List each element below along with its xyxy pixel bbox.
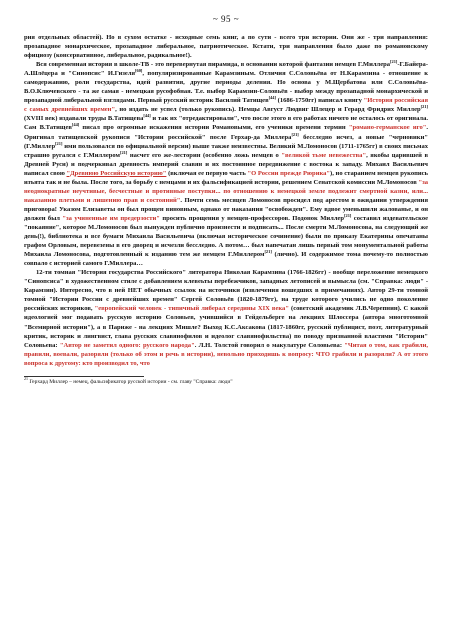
citation-ref: [60] (135, 68, 143, 74)
highlighted-quote-link[interactable]: "О России прежде Рюрика" (247, 169, 331, 177)
footnote-text: Герхард Миллер – немец, фальсификатор русской истории - см. главу "Справка: люди" (28, 378, 233, 385)
text-run: Вся современная история в школе-ТВ - это перевернутая пирамида, в основании которой фантазии немцев Г.Миллера (36, 61, 391, 69)
text-run: (XVIII век) издавали труды В.Татищева (24, 115, 144, 123)
text-run: . Л.Н. Толстой говорил о макулатуре Соловьева: (194, 341, 345, 349)
highlighted-quote-link[interactable]: "европейский человек - типичный либерал середины XIX века" (94, 305, 289, 313)
highlighted-quote-link[interactable]: "Автор не заметил одного: русского народа" (59, 341, 195, 349)
footnote-divider (24, 376, 144, 377)
text-run: рия отдельных областей). Но в сухом остатке - исходные семь книг, а по сути - всего три истории. Они же - три направления: прозападное монархическое, прозападное либеральное, патриотическое. Кстати, три направления было даже по романовскому официозу (консервативное, либеральное, радикальное!). (24, 34, 428, 60)
text-run: -Г.Байера-А.Шлёцера и "Синопсис" И.Гизеля (24, 61, 428, 78)
body-text (24, 33, 428, 368)
text-run: насчет его же-лесторин (особенно ложь немцев о (127, 151, 282, 159)
highlighted-quote-link[interactable]: "романо-германское иго" (348, 124, 427, 132)
highlighted-quote-link[interactable]: "за неоднократные неучтивые, бесчестные и противные поступки... по отношению к немецкой земле подлежит смертной казни, или... наказанию плетьми и лишению прав и состояний" (24, 178, 428, 204)
highlighted-quote-link[interactable]: "История российская с самых древнейших времен" (24, 97, 428, 114)
text-run: ими пользовался по официальной версии) выше также неизвестны. Великий М.Ломоносов (1711-1765гг) в своих письмах страшно ругался с Г.Миллером (24, 142, 428, 159)
paragraph (24, 60, 428, 268)
text-run: писал про огромные искажения истории Романовыми, его ученики времени термин (79, 124, 349, 132)
page-number: ~ 95 ~ (212, 14, 240, 24)
citation-ref: [21] (390, 58, 398, 64)
text-run: (1686-1750гг) написал книгу (275, 97, 364, 105)
paragraph (24, 268, 428, 368)
text-run: бесследно исчез, а новые "черновики" (Г.Миллер (24, 133, 428, 150)
text-run: (включая ее первую часть (166, 169, 248, 177)
text-run: , популяризированные Карамзиным. Отличия С.Соловьёва от Н.Карамзина - отношение к самодержавию, роли государства, идей развития, другие периоды деления. Но основа у М.Щербатова или С.Соловьёва-В.О.Ключевского - та же самая - немецкая русофобная. Т.е. выбор Карамзин-Соловьёв - выбор между прозападной монархической и прозападной либеральной взглядами. Первый русский историк Василий Татищев (24, 70, 429, 105)
text-run: . Оригинал татищевской рукописи "Истории российской" после Герхар-да Миллера (24, 124, 429, 141)
text-run: ), но старанием немцев рукопись изъята так и не была. После того, за борьбу с немцами и их фальсификацией истории, решением Сенатской комиссии М.Ломоносов (24, 169, 429, 186)
highlighted-quote-link[interactable]: "Древнюю Российскую историю" (66, 169, 167, 177)
citation-ref: [21] (420, 104, 428, 110)
text-run: , но издать не успел (только рукопись). Немцы Август Людвиг Шлецер и Герард Фридрих Миллер (115, 106, 421, 114)
footnote (24, 375, 428, 386)
citation-ref: [44] (143, 113, 151, 119)
text-run: . Почти семь месяцев Ломоносов просидел под арестом в ожидании утверждения приговора! Указом Елизаветы он был прощен виновным, однако от наказания "освобожден". Ему вдвое уменьшили жалованье, и он должен был (24, 196, 428, 222)
highlighted-quote-link[interactable]: "за учиненные им предерзости" (62, 214, 160, 222)
citation-ref: [44] (71, 122, 80, 128)
highlighted-quote-link[interactable]: "великой тьме невежества" (281, 151, 367, 159)
citation-ref: [21] (344, 212, 352, 218)
text-run: и так их "отредактировали", что после этого в его работах ничего не осталось от оригинала. Сам В.Татищев (24, 115, 428, 132)
highlighted-quote-link[interactable]: "Читая о том, как грабили, правили, воевали, разоряли (только об этом и речь в истории), невольно приходишь к вопросу: ЧТО грабили и разоряли? А от этого вопроса к другому: кто производил то, что (24, 341, 428, 367)
citation-ref: [44] (268, 95, 276, 101)
citation-ref: [21] (120, 149, 128, 155)
citation-ref: [21] (291, 131, 299, 137)
text-run: просить прощения у немцев-профессоров. Подонок Миллер (159, 214, 345, 222)
text-run: , якобы царившей в Древней Руси) и подчеркивал древность империй славян и их постоянное передвижение с востока к западу. Михаил Васильевич написал свою (24, 151, 428, 177)
text-run: (советский академик Л.В.Черепнин). С какой идеологией мог подавать русскую историю Соловьев, учившийся в Гейдельберге на лекциях Шлоссера (автора многотомной "Всемирной истории"), а в Париже - на лекциях Мишле? Выход К.С.Аксакова (1817-1860гг, русский публицист, поэт, литературный критик, историк и лингвист, глава русских славянофилов и идеолог славянофильства) по поводу признанной властями "Истории" Соловьева: (24, 305, 428, 349)
text-run: составил издевательское "покаяние", которое М.Ломоносов был вынужден публично произнести и подписать... После смерти М.Ломоносова, на следующий же день(!), библиотека и все бумаги Михаила Васильевича (включая историческое сочинение) были по приказу Екатерины опечатаны графом Орловым, перевезены в его дворец и исчезли бесследно. А потом… был напечатан лишь первый том монументальной работы Михаила Ломоносова, подготовленный к изданию тем же немцем Г.Миллером (24, 214, 429, 259)
citation-ref: [21] (55, 140, 63, 146)
paragraph (24, 33, 428, 60)
footnote-ref: 21 (24, 375, 28, 381)
citation-ref: [21] (264, 248, 272, 254)
text-run: 12-ти томная "История государства Российского" литератора Николая Карамзина (1766-1826гг) - вообще переложение немецкого "Синопсиса" в художественном стиле с добавлением клевеьты перебежчиков, западных летописей и вымысла (см. "Справка: люди" - Карамзин). Интересно, что в ней НЕТ обычных ссылок на источники (извлечения вошедших в примечаниях). Автор 29-ти томной томной "Истории России с древнейших времен" Сергей Соловьёв (1820-1879гг), на труде которого учились не одно поколение российских историков, (24, 269, 428, 313)
text-run: (лично). И содержимое тома почему-то полностью совпало с историей самого Г.Миллера… (24, 251, 428, 268)
